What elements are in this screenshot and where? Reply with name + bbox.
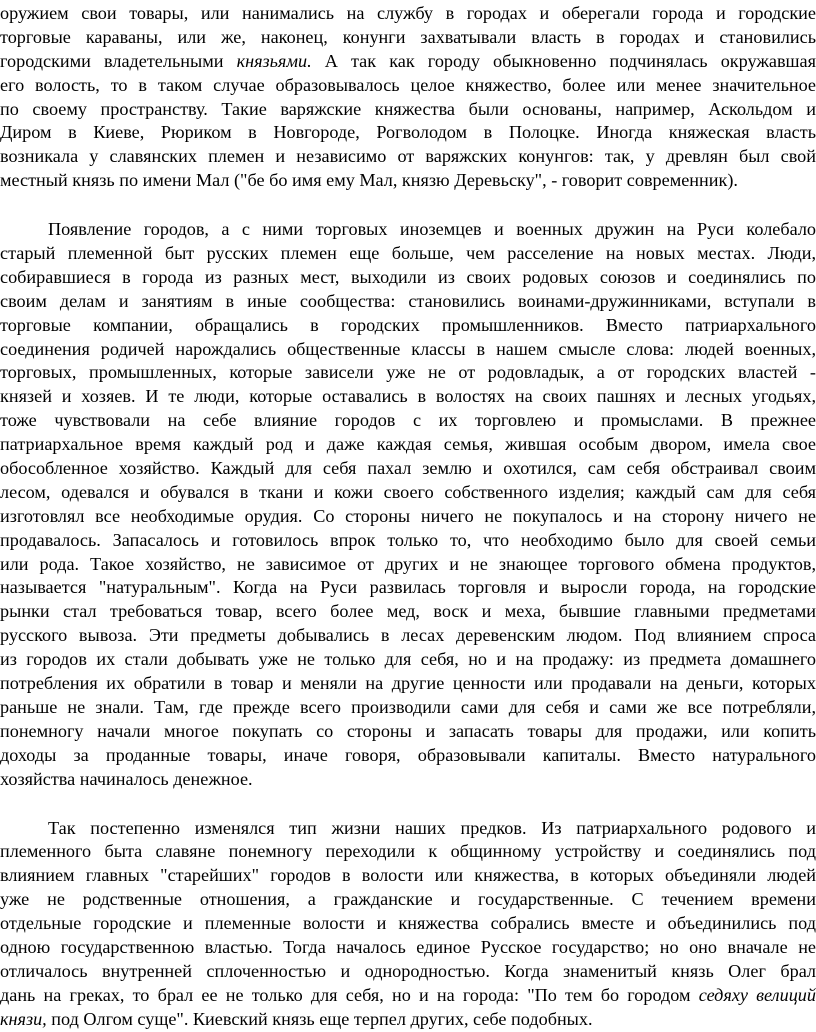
text-run: по своему пространству. Такие варяжские княжества были основаны, например, Аскольдом и: [0, 98, 816, 119]
text-line: [0, 338, 816, 362]
paragraph-gap: [0, 792, 816, 817]
text-line: [0, 50, 816, 74]
text-line: [0, 385, 816, 409]
text-line: [0, 26, 816, 50]
text-run: племенного быта славяне понемногу переходили к общинному устройству и соединялись под: [0, 841, 816, 862]
text-run: местный князь по имени Мал ("бе бо имя ему Мал, князю Деревьску", - говорит современник).: [0, 170, 738, 191]
paragraph: [0, 817, 816, 1032]
text-line: [0, 672, 816, 696]
text-line: [0, 433, 816, 457]
text-run: изготовлял все необходимые орудия. Со стороны ничего не покупалось и на сторону ничего не: [0, 505, 816, 526]
text-line: [0, 768, 816, 792]
text-line: [0, 576, 816, 600]
text-run: торговые караваны, или же, наконец, конунги захватывали власть в городах и становились: [0, 26, 816, 47]
text-run: потребления их обратили в товар и меняли на другие ценности или продавали на деньги, которых: [0, 673, 816, 694]
text-line: [0, 121, 816, 145]
text-run: из городов их стали добывать уже не только для себя, но и на продажу: из предмета домашнего: [0, 649, 816, 670]
text-run: или рода. Такое хозяйство, не зависимое от других и не знающее торгового обмена продуктов,: [0, 553, 816, 574]
text-line: [0, 912, 816, 936]
text-line: [0, 624, 816, 648]
text-run: раньше не знали. Там, где прежде всего производили сами для себя и сами же все потребляли,: [0, 696, 816, 717]
text-run: торговые компании, обращались в городских промышленников. Вместо патриархального: [0, 314, 816, 335]
text-run: его волость, то в таком случае образовывалось целое княжество, более или менее значительное: [0, 74, 816, 95]
text-run: одною государственною властью. Тогда началось единое Русское государство; но оно вначале не: [0, 936, 816, 957]
text-line: [0, 266, 816, 290]
text-run: под Олгом суще". Киевский князь еще терпел других, себе подобных.: [46, 1008, 593, 1029]
text-run: А так как городу обыкновенно подчинялась окружавшая: [311, 50, 816, 71]
text-line: [0, 600, 816, 624]
text-line: [0, 2, 816, 26]
text-line: [0, 505, 816, 529]
paragraph: [0, 2, 816, 193]
text-run: отдельные городские и племенные волости и княжества собрались вместе и объединились под: [0, 913, 816, 934]
text-line: [0, 169, 816, 193]
text-line: [0, 984, 816, 1008]
text-run: Диром в Киеве, Рюриком в Новгороде, Рогволодом в Полоцке. Иногда княжеская власть: [0, 122, 816, 143]
text-run: торговых, промышленных, которые зависели уже не от родовладык, а от городских властей -: [0, 362, 816, 383]
paragraph-gap: [0, 193, 816, 218]
text-line: [0, 409, 816, 433]
text-run: патриархальное время каждый род и даже каждая семья, жившая особым двором, имела свое: [0, 434, 816, 455]
text-line: [0, 290, 816, 314]
text-line: [0, 936, 816, 960]
document-body: [0, 2, 816, 1032]
italic-text-run: седяху велиций: [698, 984, 816, 1005]
text-run: лесом, одевался и обувался в ткани и кожи своего собственного изделия; каждый сам для себя: [0, 481, 816, 502]
text-run: русского вывоза. Эти предметы добывались в лесах деревенским людом. Под влиянием спроса: [0, 625, 816, 646]
text-run: влиянием главных "старейших" городов в волости или княжества, в которых объединяли людей: [0, 865, 816, 886]
text-line: [0, 242, 816, 266]
text-run: доходы за проданные товары, иначе говоря, образовывали капиталы. Вместо натурального: [0, 744, 816, 765]
text-run: отличалось внутренней сплоченностью и однородностью. Когда знаменитый князь Олег брал: [0, 960, 816, 981]
text-run: старый племенной быт русских племен еще больше, чем расселение на новых местах. Люди,: [0, 243, 816, 264]
text-run: Появление городов, а с ними торговых иноземцев и военных дружин на Руси колебало: [48, 219, 816, 240]
text-run: оружием свои товары, или нанимались на службу в городах и оберегали города и городские: [0, 3, 816, 23]
text-line: [0, 648, 816, 672]
text-line: [0, 481, 816, 505]
text-line: [0, 314, 816, 338]
text-line: [0, 744, 816, 768]
text-run: рынки стал требоваться товар, всего более мед, воск и меха, бывшие главными предметами: [0, 601, 816, 622]
text-line: [0, 1008, 816, 1032]
text-run: Так постепенно изменялся тип жизни наших предков. Из патриархального родового и: [48, 817, 816, 838]
text-line: [0, 888, 816, 912]
italic-text-run: князьями.: [236, 50, 312, 71]
text-line: [0, 840, 816, 864]
text-line: [0, 864, 816, 888]
text-run: князей и хозяев. И те люди, которые оставались в волостях на своих пашнях и лесных угодьях,: [0, 386, 816, 407]
text-run: уже не родственные отношения, а гражданские и государственные. С течением времени: [0, 889, 816, 910]
italic-text-run: князи,: [0, 1008, 47, 1029]
text-line: [0, 720, 816, 744]
text-run: обособленное хозяйство. Каждый для себя пахал землю и охотился, сам себя обстраивал своим: [0, 458, 816, 479]
text-run: хозяйства начиналось денежное.: [0, 768, 253, 789]
text-line: [0, 98, 816, 122]
text-run: тоже чувствовали на себе влияние городов с их торговлею и промыслами. В прежнее: [0, 410, 816, 431]
text-line: [0, 218, 816, 242]
text-run: своим делам и занятиям в иные сообщества: становились воинами-дружинниками, вступали в: [0, 290, 816, 311]
text-run: соединения родичей нарождались общественные классы в нашем смысле слова: людей военных,: [0, 338, 816, 359]
text-run: называется "натуральным". Когда на Руси развилась торговля и выросли города, на городские: [0, 577, 816, 598]
text-line: [0, 457, 816, 481]
text-run: собиравшиеся в города из разных мест, выходили из своих родовых союзов и соединялись по: [0, 266, 816, 287]
text-line: [0, 960, 816, 984]
paragraph: [0, 218, 816, 791]
text-line: [0, 553, 816, 577]
text-run: возникала у славянских племен и независимо от варяжских конунгов: так, у древлян был свой: [0, 146, 816, 167]
text-run: городскими владетельными: [0, 50, 237, 71]
text-line: [0, 361, 816, 385]
text-line: [0, 74, 816, 98]
text-line: [0, 529, 816, 553]
text-run: понемногу начали многое покупать со стороны и запасать товары для продажи, или копить: [0, 720, 816, 741]
text-line: [0, 145, 816, 169]
text-run: дань на греках, то брал ее не только для себя, но и на города: "По тем бо городом: [0, 984, 699, 1005]
text-line: [0, 817, 816, 841]
text-run: продавалось. Запасалось и готовилось впрок только то, что необходимо было для своей семьи: [0, 529, 816, 550]
text-line: [0, 696, 816, 720]
